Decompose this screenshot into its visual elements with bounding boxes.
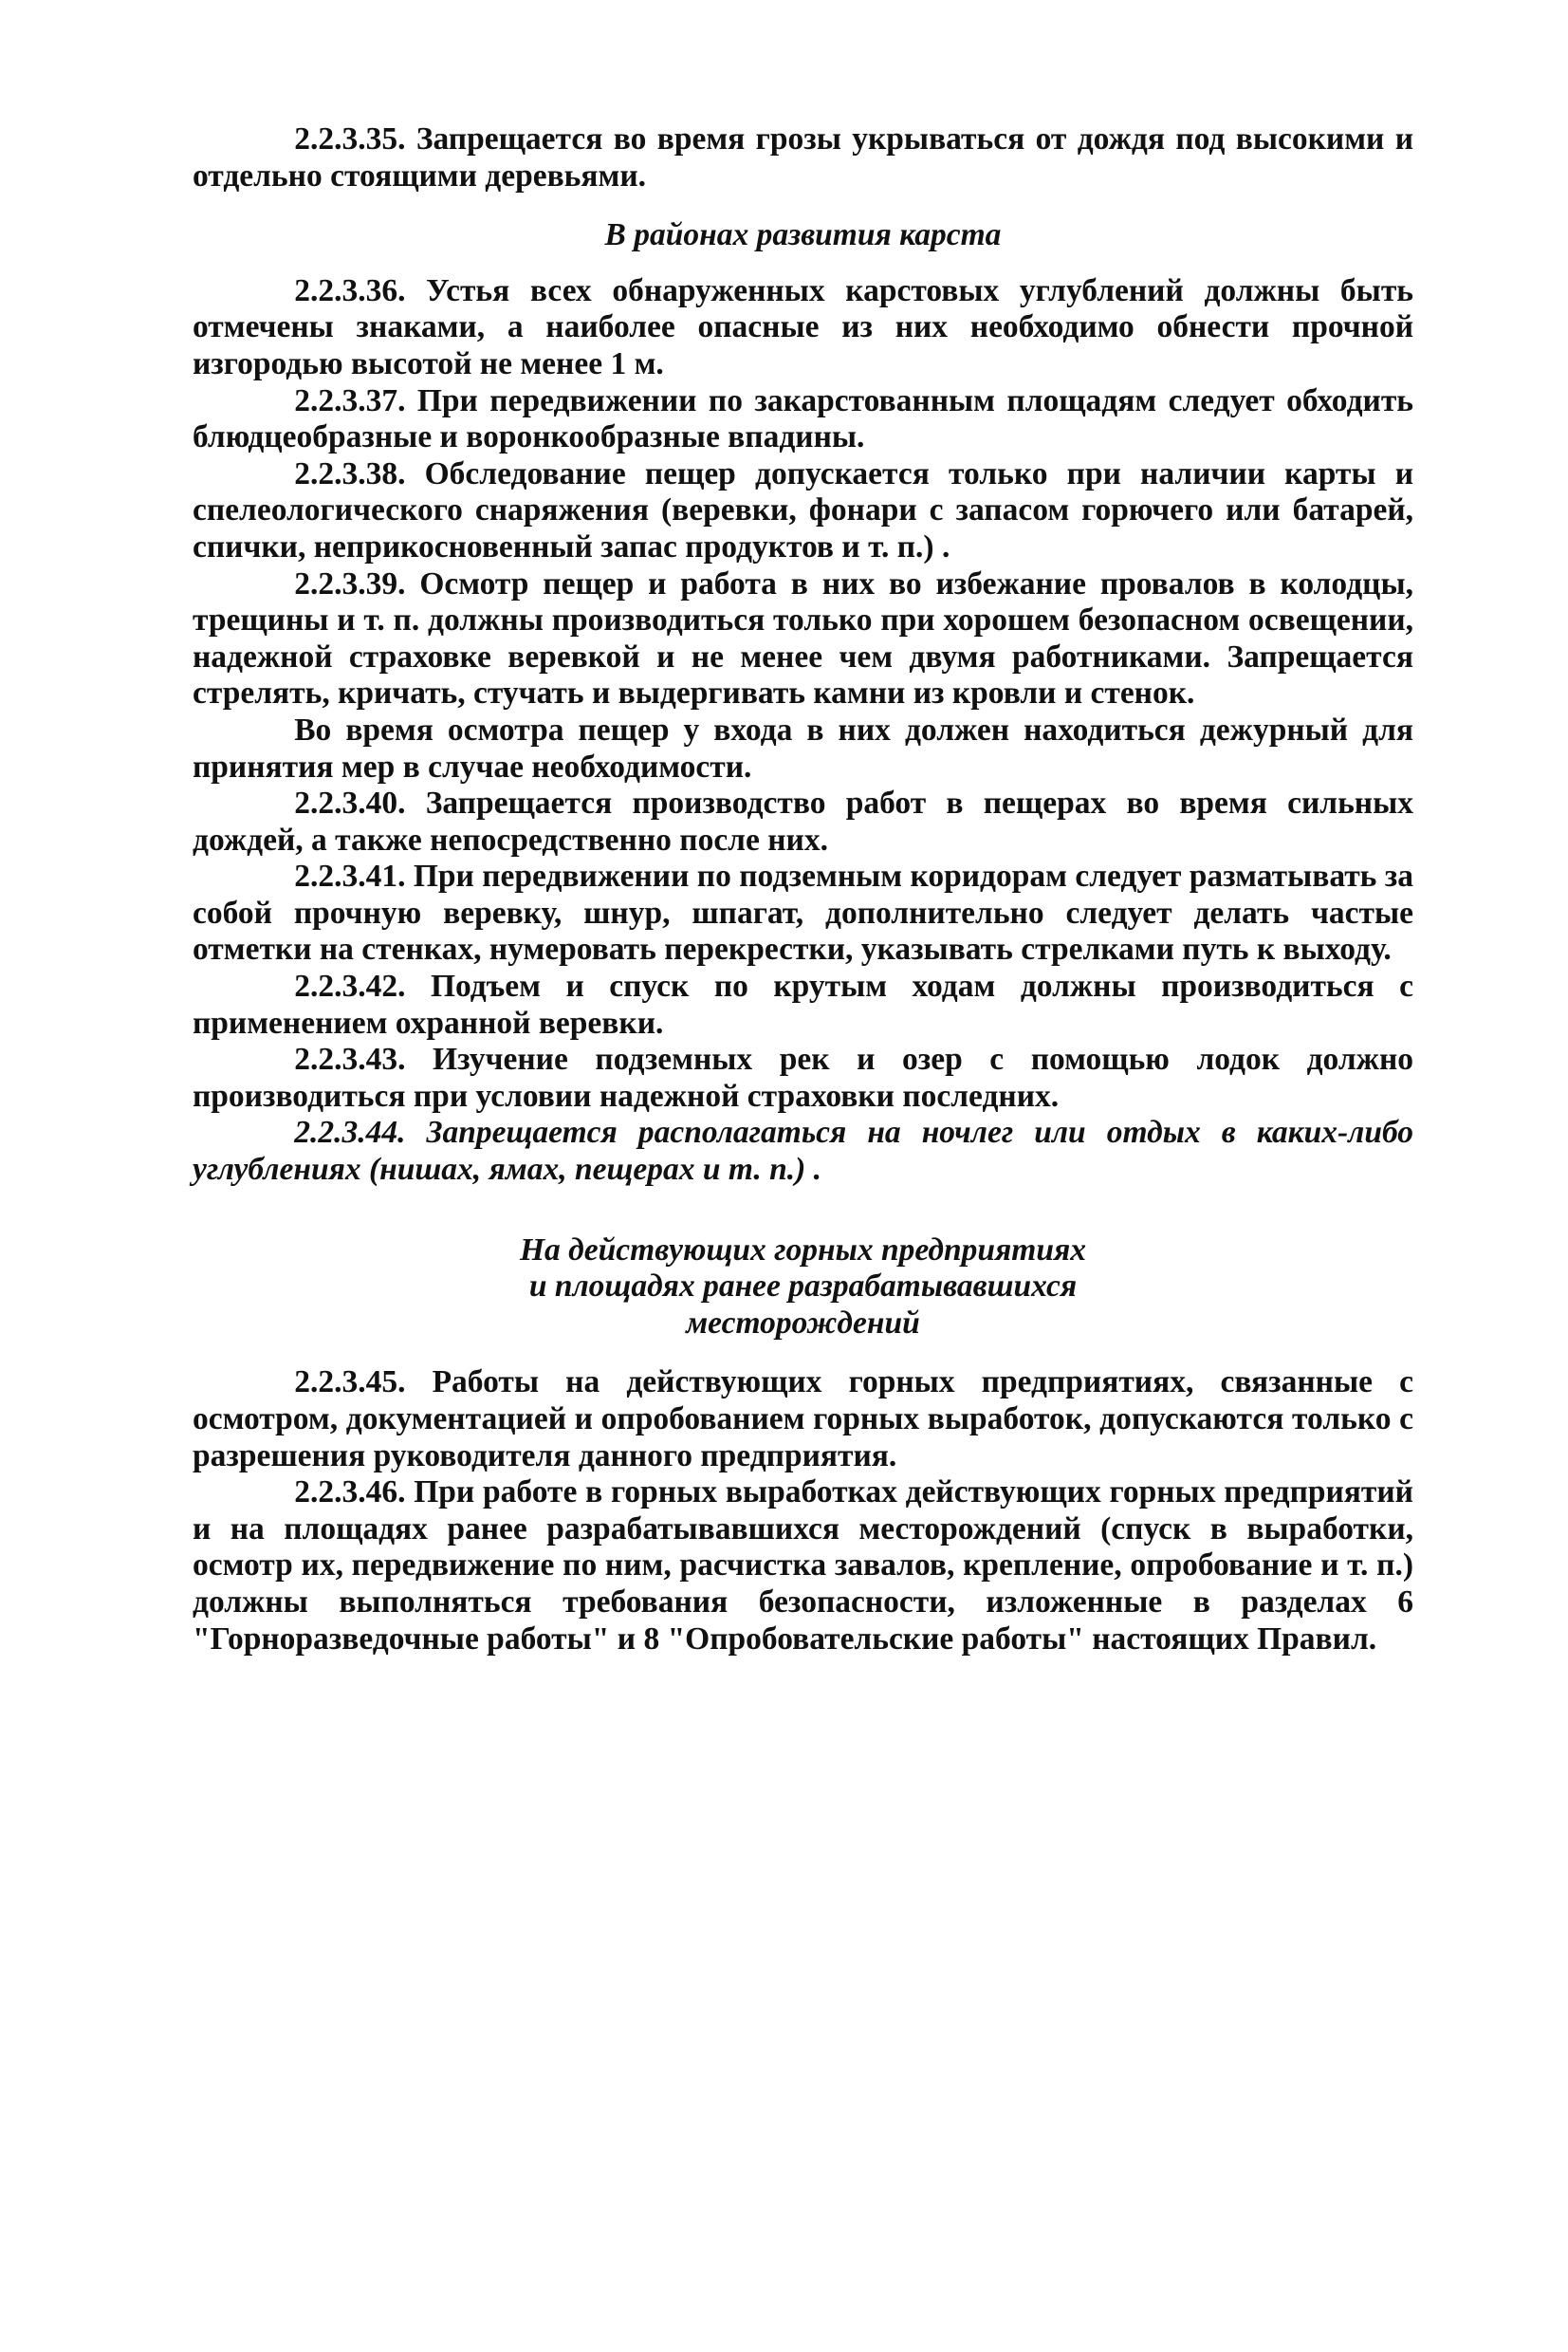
section-heading-mining-line-3: месторождений — [686, 1305, 920, 1341]
paragraph-2-2-3-46: 2.2.3.46. При работе в горных выработках действующих горных предприятий и на площадях ранее разрабатывавшихся месторождений (спуск в выработки, осмотр их, передвижение по ним, расчистка завалов, крепление, опробование и т. п.) должны выполняться требования безопасности, изложенные в разделах 6 "Горноразведочные работы" и 8 "Опробовательские работы" настоящих Правил. — [193, 1474, 1413, 1657]
paragraph-2-2-3-35: 2.2.3.35. Запрещается во время грозы укрываться от дождя под высокими и отдельно стоящими деревьями. — [193, 121, 1413, 194]
section-heading-mining — [193, 1232, 1413, 1343]
section-heading-karst: В районах развития карста — [604, 217, 1002, 253]
paragraph-2-2-3-38: 2.2.3.38. Обследование пещер допускается только при наличии карты и спелеологического снаряжения (веревки, фонари с запасом горючего или батарей, спички, неприкосновенный запас продуктов и т. п.) . — [193, 455, 1413, 565]
section-heading-mining-line-1: На действующих горных предприятиях — [519, 1232, 1086, 1268]
paragraph-2-2-3-45: 2.2.3.45. Работы на действующих горных предприятиях, связанные с осмотром, документацией и опробованием горных выработок, допускаются только с разрешения руководителя данного предприятия. — [193, 1364, 1413, 1473]
paragraph-2-2-3-43: 2.2.3.43. Изучение подземных рек и озер с помощью лодок должно производиться при условии надежной страховки последних. — [193, 1042, 1413, 1114]
paragraph-2-2-3-39: 2.2.3.39. Осмотр пещер и работа в них во избежание провалов в колодцы, трещины и т. п. должны производиться только при хорошем безопасном освещении, надежной страховке веревкой и не менее чем двумя работниками. Запрещается стрелять, кричать, стучать и выдергивать камни из кровли и стенок. — [193, 565, 1413, 712]
paragraph-2-2-3-44: 2.2.3.44. Запрещается располагаться на ночлег или отдых в каких-либо углублениях (нишах, ямах, пещерах и т. п.) . — [193, 1115, 1413, 1188]
paragraph-2-2-3-42: 2.2.3.42. Подъем и спуск по крутым ходам должны производиться с применением охранной веревки. — [193, 969, 1413, 1041]
section-heading-mining-line-2: и площадях ранее разрабатывавшихся — [528, 1269, 1078, 1305]
paragraph-2-2-3-36: 2.2.3.36. Устья всех обнаруженных карстовых углублений должны быть отмечены знаками, а наиболее опасные из них необходимо обнести прочной изгородью высотой не менее 1 м. — [193, 272, 1413, 381]
document-page — [193, 121, 1413, 1658]
paragraph-2-2-3-41: 2.2.3.41. При передвижении по подземным коридорам следует разматывать за собой прочную веревку, шнур, шпагат, дополнительно следует делать частые отметки на стенках, нумеровать перекрестки, указывать стрелками путь к выходу. — [193, 859, 1413, 968]
paragraph-2-2-3-37: 2.2.3.37. При передвижении по закарстованным площадям следует обходить блюдцеобразные и воронкообразные впадины. — [193, 382, 1413, 455]
paragraph-duty-officer: Во время осмотра пещер у входа в них должен находиться дежурный для принятия мер в случае необходимости. — [193, 712, 1413, 785]
paragraph-2-2-3-40: 2.2.3.40. Запрещается производство работ в пещерах во время сильных дождей, а также непосредственно после них. — [193, 786, 1413, 858]
